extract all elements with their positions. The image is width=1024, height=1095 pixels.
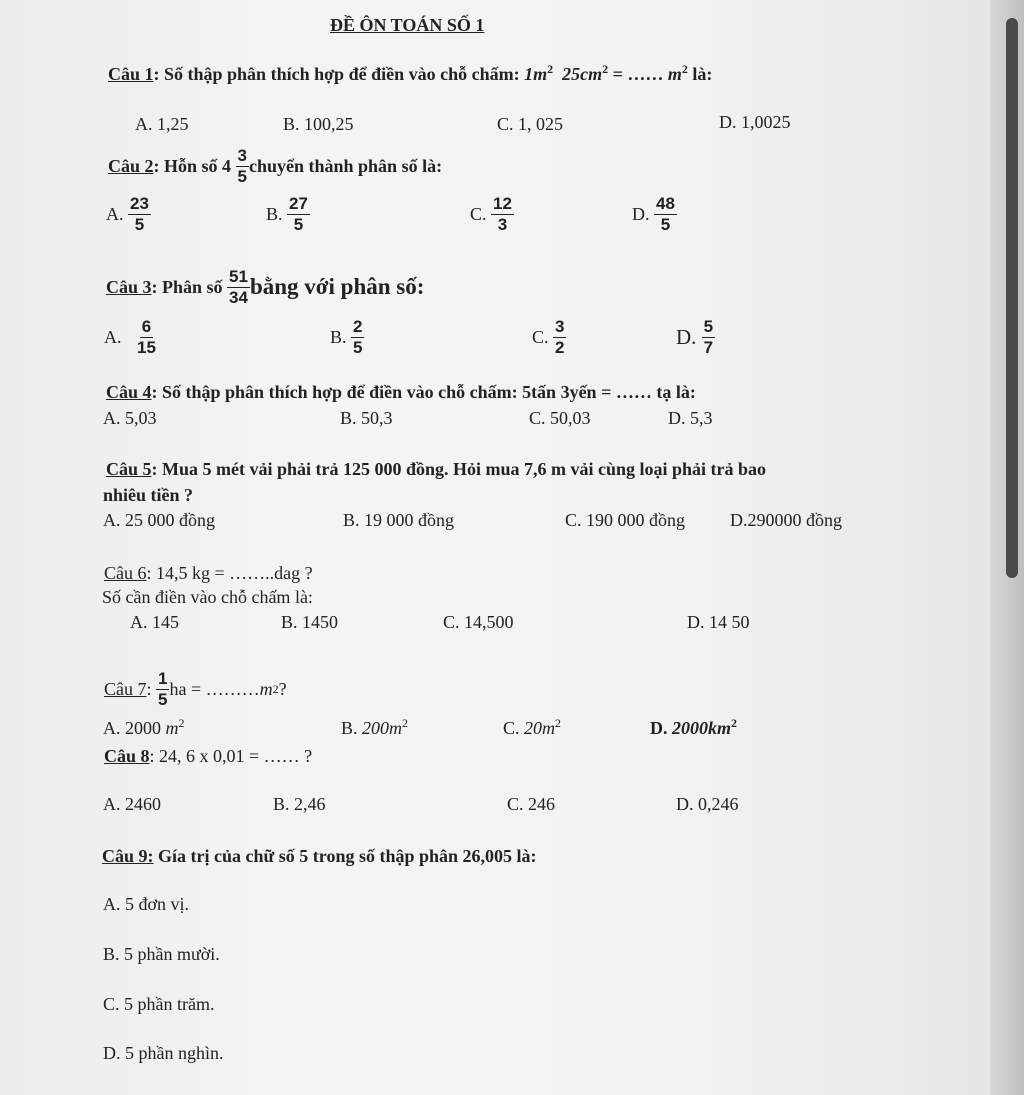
q6-option-b[interactable]: B. 1450 <box>281 612 339 632</box>
question-6 <box>104 563 313 584</box>
q3-a-den: 15 <box>137 337 156 357</box>
q7-num: 1 <box>158 668 168 688</box>
q1-option-a[interactable]: A. 1,25 <box>135 114 189 134</box>
question-6-text-cont: Số cần điền vào chỗ chấm là: <box>102 587 313 607</box>
q7-option-c-sq: 2 <box>555 716 562 730</box>
question-4-text: : Số thập phân thích hợp để điền vào chỗ chấm: 5tấn 3yến = …… tạ là: <box>151 382 696 402</box>
q7-option-b-sq: 2 <box>402 716 409 730</box>
question-8-label: Câu 8 <box>104 746 150 766</box>
q4-option-a[interactable]: A. 5,03 <box>103 408 157 428</box>
question-2-label: Câu 2 <box>108 155 154 176</box>
q1-sq-d: 2 <box>681 62 688 76</box>
q2-c-den: 3 <box>497 214 508 234</box>
q7-option-a-sq: 2 <box>178 716 185 730</box>
q3-option-b-letter: B. <box>330 326 347 347</box>
q3-option-a-letter: A. <box>104 326 122 347</box>
q1-expr-b: 25cm <box>562 64 603 84</box>
q2-d-num: 48 <box>656 193 675 213</box>
q3-option-a-fraction <box>135 318 158 357</box>
q5-option-c[interactable]: C. 190 000 đồng <box>565 510 686 530</box>
q3-den: 34 <box>229 287 248 307</box>
q7-text: ha = ……… <box>169 678 260 699</box>
q3-option-a[interactable] <box>104 312 158 362</box>
page-title: ĐỀ ÔN TOÁN SỐ 1 <box>330 15 485 35</box>
question-8-text: : 24, 6 x 0,01 = …… ? <box>149 746 313 766</box>
q7-den: 5 <box>158 689 168 709</box>
q7-option-b[interactable] <box>341 716 408 739</box>
q2-a-num: 23 <box>130 193 149 213</box>
q4-option-b[interactable]: B. 50,3 <box>340 408 393 428</box>
q1-expr-c: = …… <box>608 64 668 84</box>
q5-option-d[interactable]: D.290000 đồng <box>730 510 842 530</box>
question-7-label: Câu 7 <box>104 678 147 699</box>
q7-option-d-sq: 2 <box>731 716 738 730</box>
question-5-label: Câu 5 <box>106 459 152 479</box>
q7-option-b-prefix: B. <box>341 718 363 738</box>
q1-sq-b: 2 <box>602 62 609 76</box>
q1-sq-a: 2 <box>547 62 554 76</box>
q2-suffix: chuyển thành phân số là: <box>249 155 443 176</box>
question-1-text: : Số thập phân thích hợp để điền vào chỗ chấm: <box>153 64 525 84</box>
q3-d-num: 5 <box>703 316 714 336</box>
q3-b-den: 5 <box>353 337 363 357</box>
q2-option-c[interactable] <box>470 190 514 238</box>
page-edge-binding <box>1006 18 1018 578</box>
q2-option-d-fraction <box>654 195 677 234</box>
q2-option-c-letter: C. <box>470 203 487 224</box>
q3-option-c-letter: C. <box>532 326 549 347</box>
q2-whole: 4 <box>222 155 232 176</box>
question-5-text: : Mua 5 mét vải phải trả 125 000 đồng. Hỏi mua 7,6 m vải cùng loại phải trả bao <box>151 459 767 479</box>
q2-option-a-letter: A. <box>106 203 124 224</box>
q1-option-d[interactable]: D. 1,0025 <box>719 112 791 132</box>
question-8 <box>104 746 312 767</box>
q7-option-c-prefix: C. <box>503 718 525 738</box>
q1-suffix: là: <box>687 64 713 84</box>
q5-option-b[interactable]: B. 19 000 đồng <box>343 510 455 530</box>
q3-option-d[interactable] <box>676 312 715 362</box>
q2-option-d[interactable] <box>632 190 677 238</box>
q2-option-b-fraction <box>287 195 310 234</box>
q3-option-c[interactable] <box>532 312 566 362</box>
q7-suffix: ? <box>278 678 287 699</box>
question-3-text: : Phân số <box>151 276 223 297</box>
q2-option-b-letter: B. <box>266 203 283 224</box>
q3-d-den: 7 <box>703 337 714 357</box>
q2-a-den: 5 <box>134 214 145 234</box>
question-5 <box>106 459 766 480</box>
q3-option-d-fraction <box>702 318 715 357</box>
q3-option-b[interactable] <box>330 312 364 362</box>
q8-option-a[interactable]: A. 2460 <box>103 794 161 814</box>
q2-c-num: 12 <box>493 193 512 213</box>
q3-fraction <box>227 268 250 307</box>
question-4-label: Câu 4 <box>106 382 152 402</box>
q9-option-a[interactable]: A. 5 đơn vị. <box>103 894 190 914</box>
q7-fraction <box>156 670 169 709</box>
question-1-label: Câu 1 <box>108 64 154 84</box>
question-3 <box>106 262 424 312</box>
q6-option-c[interactable]: C. 14,500 <box>443 612 514 632</box>
question-9 <box>102 846 537 867</box>
q7-option-d-prefix: D. <box>650 718 672 738</box>
question-1 <box>108 62 712 85</box>
question-3-label: Câu 3 <box>106 276 152 297</box>
q2-option-c-fraction <box>491 195 514 234</box>
q7-option-b-unit: 200m <box>362 718 403 738</box>
q2-option-d-letter: D. <box>632 203 650 224</box>
q6-option-d[interactable]: D. 14 50 <box>687 612 750 632</box>
q2-d-den: 5 <box>660 214 671 234</box>
question-6-label: Câu 6 <box>104 563 147 583</box>
q7-option-d[interactable] <box>650 716 737 739</box>
q3-suffix: bằng với phân số: <box>249 274 425 299</box>
q3-option-c-fraction <box>553 318 566 357</box>
q9-option-c[interactable]: C. 5 phần trăm. <box>103 994 215 1014</box>
q2-b-den: 5 <box>293 214 304 234</box>
q2-b-num: 27 <box>289 193 308 213</box>
q6-option-a[interactable]: A. 145 <box>130 612 179 632</box>
q1-expr-d: m <box>667 64 682 84</box>
q7-option-a-unit: m <box>165 718 179 738</box>
q1-option-c[interactable]: C. 1, 025 <box>497 114 564 134</box>
q3-c-den: 2 <box>555 337 565 357</box>
q1-expr-a: 1m <box>524 64 548 84</box>
question-6-text: : 14,5 kg = ……..dag ? <box>146 563 313 583</box>
question-2 <box>108 143 442 189</box>
q2-option-b[interactable] <box>266 190 310 238</box>
question-9-text: Gía trị của chữ số 5 trong số thập phân 26,005 là: <box>153 846 537 866</box>
q2-option-a[interactable] <box>106 190 151 238</box>
q7-sq: 2 <box>272 681 279 696</box>
q2-option-a-fraction <box>128 195 151 234</box>
q8-option-c[interactable]: C. 246 <box>507 794 556 814</box>
q7-option-a-prefix: A. 2000 <box>103 718 166 738</box>
q3-num: 51 <box>229 266 248 286</box>
q9-option-b[interactable]: B. 5 phần mười. <box>103 944 220 964</box>
q2-fraction <box>236 147 249 186</box>
q7-colon: : <box>146 678 152 699</box>
question-9-label: Câu 9: <box>102 846 154 866</box>
q7-option-a[interactable] <box>103 716 185 739</box>
q3-b-num: 2 <box>353 316 363 336</box>
q3-option-d-letter: D. <box>676 324 697 349</box>
q4-option-c[interactable]: C. 50,03 <box>529 408 591 428</box>
q3-option-b-fraction <box>351 318 364 357</box>
q3-c-num: 3 <box>555 316 565 336</box>
q9-option-d[interactable]: D. 5 phần nghìn. <box>103 1043 224 1063</box>
q2-num: 3 <box>237 145 247 165</box>
q7-option-c-unit: 20m <box>524 718 556 738</box>
q7-unit: m <box>259 678 273 699</box>
q3-a-num: 6 <box>141 316 152 336</box>
q8-option-d[interactable]: D. 0,246 <box>676 794 739 814</box>
question-2-text: : Hỗn số <box>153 155 218 176</box>
q2-den: 5 <box>237 166 247 186</box>
q5-option-a[interactable]: A. 25 000 đồng <box>103 510 215 530</box>
q8-option-b[interactable]: B. 2,46 <box>273 794 326 814</box>
q4-option-d[interactable]: D. 5,3 <box>668 408 713 428</box>
q7-option-d-unit: 2000km <box>672 718 732 738</box>
question-7 <box>104 664 287 714</box>
question-5-text-cont: nhiêu tiền ? <box>103 485 194 505</box>
question-4 <box>106 382 696 403</box>
q7-option-c[interactable] <box>503 716 561 739</box>
q1-option-b[interactable]: B. 100,25 <box>283 114 354 134</box>
